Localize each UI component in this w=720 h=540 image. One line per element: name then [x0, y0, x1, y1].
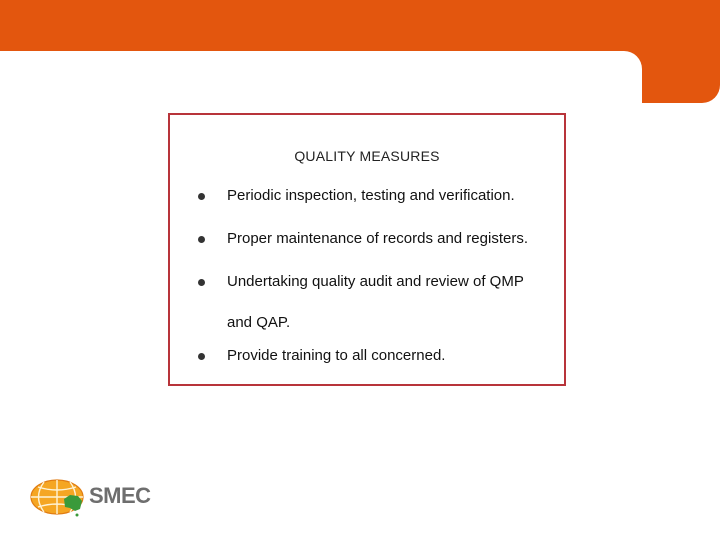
header-notch	[0, 51, 642, 111]
bullet-text: Proper maintenance of records and registers.	[227, 230, 528, 247]
smec-logo	[30, 477, 160, 519]
logo-text: SMEC	[89, 483, 151, 508]
box-title: QUALITY MEASURES	[294, 148, 440, 164]
bullet-icon	[198, 236, 205, 243]
bullet-icon	[198, 193, 205, 200]
bullet-icon	[198, 353, 205, 360]
bullet-text: Undertaking quality audit and review of QMP and QAP.	[227, 273, 524, 331]
bullet-text: Periodic inspection, testing and verification.	[227, 187, 515, 204]
bullet-icon	[198, 279, 205, 286]
globe-australia-icon	[30, 477, 88, 519]
bullet-list	[170, 115, 564, 384]
bullet-text: Provide training to all concerned.	[227, 347, 446, 364]
quality-measures-box	[168, 113, 566, 386]
